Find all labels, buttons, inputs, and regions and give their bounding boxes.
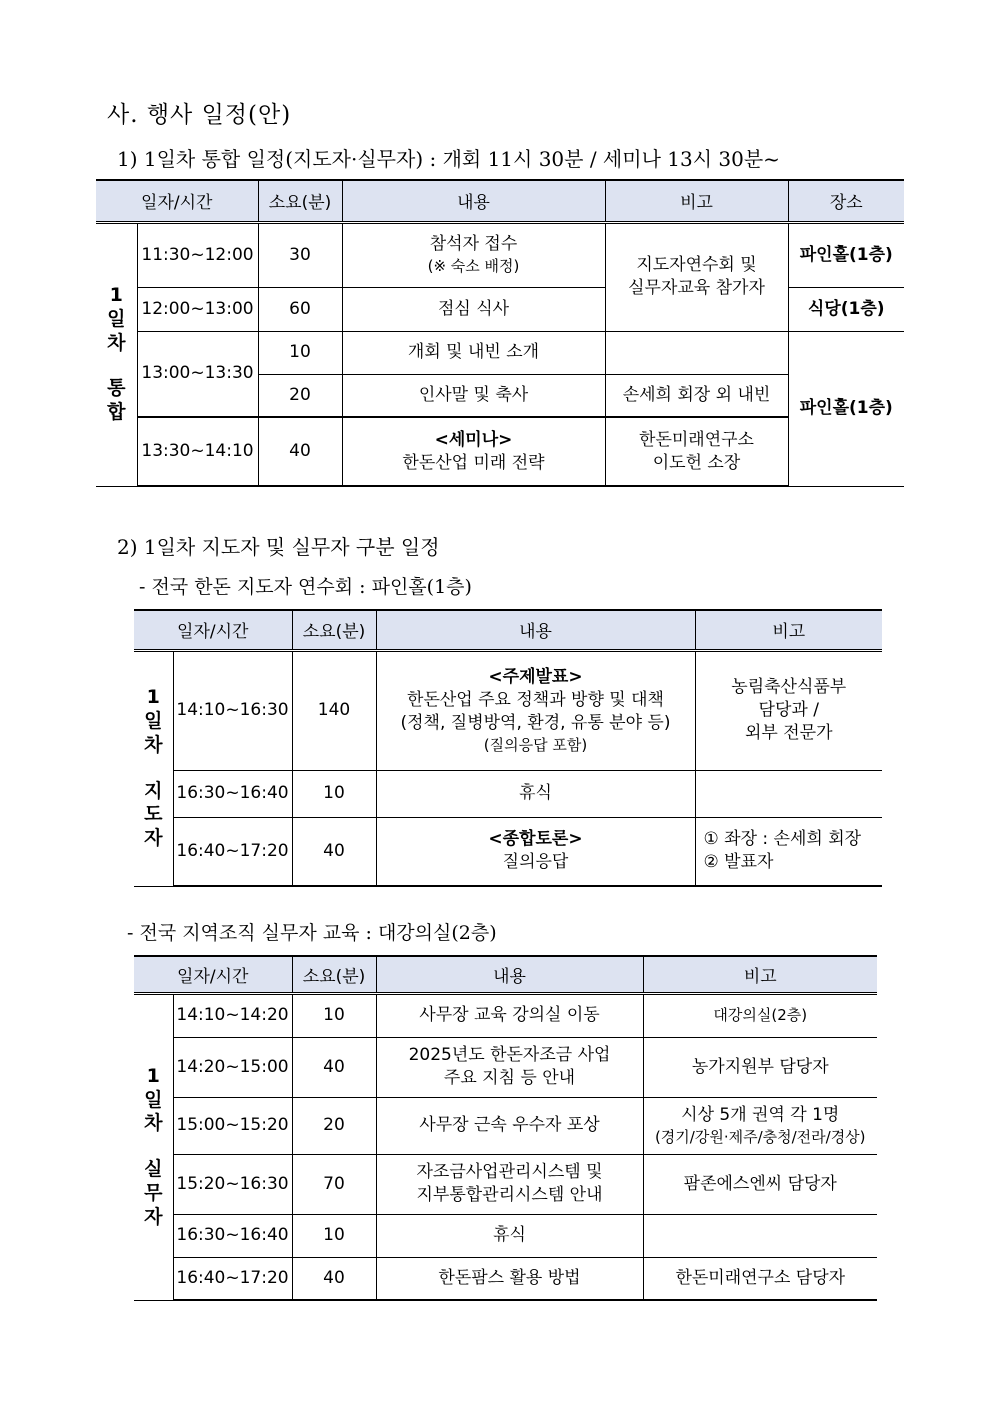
minutes-cell: 20 [292,1097,376,1154]
note-cell: 한돈미래연구소 담당자 [643,1257,877,1300]
content-cell: 사무장 근속 우수자 포상 [376,1097,643,1154]
staff-schedule-table [134,955,877,1301]
time-cell: 14:20~15:00 [173,1037,292,1097]
day-label: 1 일 차 실 무 자 [134,993,173,1300]
minutes-cell: 140 [292,650,376,770]
header-note: 비고 [643,956,877,993]
minutes-cell: 20 [258,374,342,417]
header-time: 일자/시간 [134,610,292,650]
time-cell: 16:40~17:20 [173,1257,292,1300]
content-cell: <세미나> 한돈산업 미래 전략 [342,417,605,486]
note-cell: ① 좌장 : 손세희 회장 ② 발표자 [695,817,882,886]
content-cell: 점심 식사 [342,287,605,331]
time-cell: 13:30~14:10 [137,417,258,486]
header-time: 일자/시간 [134,956,292,993]
time-cell: 16:40~17:20 [173,817,292,886]
note-cell: 팜존에스엔씨 담당자 [643,1154,877,1214]
staff-subheading: - 전국 지역조직 실무자 교육 : 대강의실(2층) [127,922,497,944]
note-cell: 손세희 회장 외 내빈 [605,374,788,417]
part1-heading: 1) 1일차 통합 일정(지도자·실무자) : 개회 11시 30분 / 세미나 13시 30분~ [117,147,780,171]
content-cell: 참석자 접수 (※ 숙소 배정) [342,222,605,287]
header-time: 일자/시간 [96,180,258,222]
leader-subheading: - 전국 한돈 지도자 연수회 : 파인홀(1층) [139,576,472,598]
content-cell: 인사말 및 축사 [342,374,605,417]
note-cell: 지도자연수회 및 실무자교육 참가자 [605,222,788,331]
header-content: 내용 [342,180,605,222]
header-place: 장소 [788,180,904,222]
content-cell: 개회 및 내빈 소개 [342,331,605,374]
header-note: 비고 [695,610,882,650]
leader-schedule-table [134,609,882,887]
note-cell: 시상 5개 권역 각 1명 (경기/강원·제주/충청/전라/경상) [643,1097,877,1154]
note-cell [605,331,788,374]
time-cell: 14:10~16:30 [173,650,292,770]
content-cell: 사무장 교육 강의실 이동 [376,993,643,1037]
note-cell: 한돈미래연구소 이도헌 소장 [605,417,788,486]
time-cell: 11:30~12:00 [137,222,258,287]
place-cell: 파인홀(1층) [788,222,904,287]
time-cell: 14:10~14:20 [173,993,292,1037]
minutes-cell: 10 [258,331,342,374]
minutes-cell: 10 [292,1214,376,1257]
time-cell: 12:00~13:00 [137,287,258,331]
note-cell: 농가지원부 담당자 [643,1037,877,1097]
minutes-cell: 60 [258,287,342,331]
content-cell: 2025년도 한돈자조금 사업 주요 지침 등 안내 [376,1037,643,1097]
time-cell: 15:00~15:20 [173,1097,292,1154]
time-cell: 15:20~16:30 [173,1154,292,1214]
header-minutes: 소요(분) [292,956,376,993]
integrated-schedule-table [96,179,904,487]
note-cell [695,770,882,817]
content-cell: 자조금사업관리시스템 및 지부통합관리시스템 안내 [376,1154,643,1214]
header-note: 비고 [605,180,788,222]
content-cell: 한돈팜스 활용 방법 [376,1257,643,1300]
note-cell: 대강의실(2층) [643,993,877,1037]
content-cell: <주제발표> 한돈산업 주요 정책과 방향 및 대책 (정책, 질병방역, 환경, 유통 분야 등) (질의응답 포함) [376,650,695,770]
content-cell: 휴식 [376,1214,643,1257]
header-content: 내용 [376,956,643,993]
minutes-cell: 40 [292,1257,376,1300]
time-cell: 13:00~13:30 [137,331,258,417]
minutes-cell: 30 [258,222,342,287]
header-content: 내용 [376,610,695,650]
note-cell [643,1214,877,1257]
place-cell: 식당(1층) [788,287,904,331]
minutes-cell: 40 [292,1037,376,1097]
minutes-cell: 10 [292,993,376,1037]
content-cell: <종합토론> 질의응답 [376,817,695,886]
day-label: 1 일 차 통 합 [96,222,137,486]
time-cell: 16:30~16:40 [173,770,292,817]
section-title: 사. 행사 일정(안) [107,102,292,128]
note-cell: 농림축산식품부 담당과 / 외부 전문가 [695,650,882,770]
part2-heading: 2) 1일차 지도자 및 실무자 구분 일정 [117,535,440,559]
content-cell: 휴식 [376,770,695,817]
minutes-cell: 10 [292,770,376,817]
minutes-cell: 70 [292,1154,376,1214]
place-cell: 파인홀(1층) [788,331,904,486]
header-minutes: 소요(분) [258,180,342,222]
time-cell: 16:30~16:40 [173,1214,292,1257]
minutes-cell: 40 [258,417,342,486]
day-label: 1 일 차 지 도 자 [134,650,173,886]
header-minutes: 소요(분) [292,610,376,650]
minutes-cell: 40 [292,817,376,886]
